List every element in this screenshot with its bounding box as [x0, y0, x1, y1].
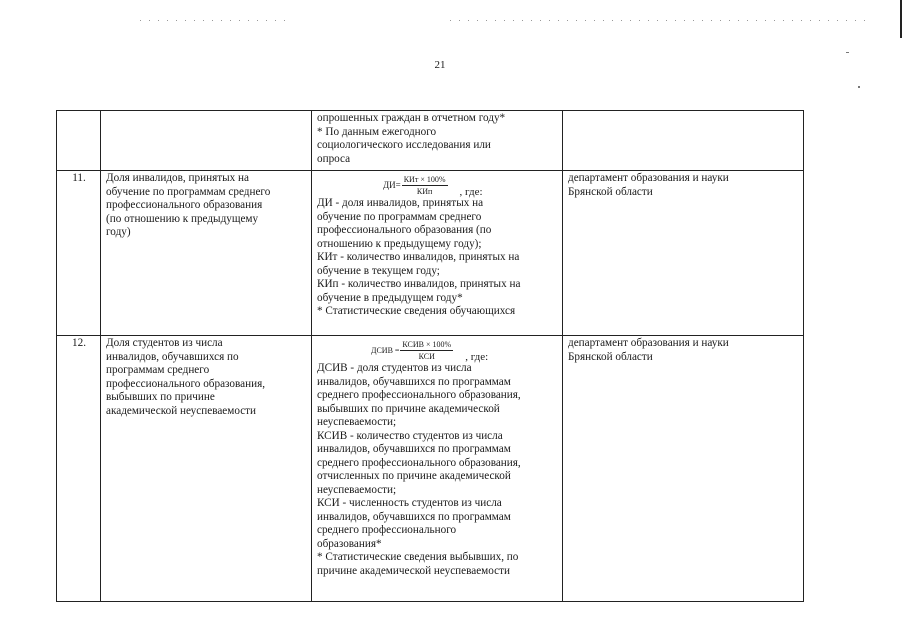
formula-suffix: , где: [465, 351, 489, 363]
indicator-line: программам среднего [106, 364, 210, 376]
method-line: * По данным ежегодного [317, 125, 437, 138]
indicator-line: (по отношению к предыдущему [106, 212, 259, 225]
method-line: обучение в предыдущем году* [317, 291, 463, 304]
method-line: инвалидов, обучавшихся по программам [317, 443, 511, 455]
indicator-cell [101, 171, 312, 336]
method-line: отчисленных по причине академической [317, 470, 511, 482]
method-line: среднего профессионального [317, 524, 457, 536]
method-line: обучение по программам среднего [317, 210, 482, 223]
indicator-cell [101, 336, 312, 602]
responsible-line: департамент образования и науки [568, 337, 729, 349]
formula-denominator: КИп [416, 187, 433, 196]
method-line: КСИ - численность студентов из числа [317, 497, 502, 509]
method-line: профессионального образования (по [317, 224, 492, 236]
method-line: * Статистические сведения обучающихся [317, 305, 516, 317]
row-number: 11. [57, 171, 101, 336]
formula-fraction [402, 175, 448, 196]
indicators-table [56, 110, 804, 602]
method-line: среднего профессионального образования, [317, 456, 521, 469]
formula [383, 174, 558, 197]
row-number: 12. [57, 336, 101, 602]
page-number: 21 [434, 59, 446, 71]
method-line: неуспеваемости; [317, 483, 397, 496]
method-line: ДИ - доля инвалидов, принятых на [317, 197, 484, 209]
formula-numerator: КИт × 100% [403, 175, 446, 184]
indicator-line: выбывших по причине [106, 391, 215, 403]
indicator-line: году) [106, 226, 131, 238]
scan-edge-mark [900, 0, 902, 38]
table-row [57, 336, 804, 602]
method-line: выбывших по причине академической [317, 402, 500, 415]
method-line: причине академической неуспеваемости [317, 564, 510, 577]
method-line: среднего профессионального образования, [317, 389, 521, 401]
method-line: ДСИВ - доля студентов из числа [317, 362, 472, 374]
indicator-line: инвалидов, обучавшихся по [106, 350, 239, 363]
indicator-line: профессионального образования [106, 199, 263, 211]
method-line: социологического исследования или [317, 139, 491, 151]
responsible-cell [563, 336, 804, 602]
method-line: обучение в текущем году; [317, 264, 440, 277]
indicator-line: обучение по программам среднего [106, 185, 271, 198]
method-line: опроса [317, 152, 351, 165]
formula-lhs: ДСИВ = [371, 346, 400, 355]
indicator-line: академической неуспеваемости [106, 404, 257, 417]
method-cell [312, 111, 563, 171]
formula-numerator: КСИВ × 100% [402, 340, 452, 349]
row-number [57, 111, 101, 171]
responsible-line: департамент образования и науки [568, 172, 729, 184]
formula [371, 339, 558, 362]
formula-suffix: , где: [459, 186, 483, 198]
method-cell [312, 336, 563, 602]
method-line: инвалидов, обучавшихся по программам [317, 510, 511, 523]
method-line: * Статистические сведения выбывших, по [317, 551, 519, 563]
indicator-line: Доля студентов из числа [106, 337, 223, 349]
method-line: опрошенных граждан в отчетном году* [317, 112, 506, 124]
table-row [57, 171, 804, 336]
indicator-line: профессионального образования, [106, 377, 266, 390]
responsible-line: Брянской области [568, 185, 653, 198]
scan-noise-line [450, 20, 870, 21]
scan-speck [858, 86, 860, 88]
indicator-cell [101, 111, 312, 171]
formula-lhs: ДИ= [383, 180, 401, 190]
formula-denominator: КСИ [418, 352, 435, 361]
indicator-line: Доля инвалидов, принятых на [106, 172, 249, 184]
method-cell [312, 171, 563, 336]
responsible-cell [563, 111, 804, 171]
method-line: КИп - количество инвалидов, принятых на [317, 278, 521, 290]
method-line: отношению к предыдущему году); [317, 237, 482, 250]
scan-speck [846, 52, 849, 53]
method-line: неуспеваемости; [317, 416, 397, 428]
responsible-cell [563, 171, 804, 336]
scan-noise-line [140, 20, 290, 21]
table-row [57, 111, 804, 171]
method-line: инвалидов, обучавшихся по программам [317, 375, 511, 388]
method-line: образования* [317, 537, 382, 550]
responsible-line: Брянской области [568, 350, 653, 363]
formula-fraction [400, 340, 453, 361]
method-line: КИт - количество инвалидов, принятых на [317, 251, 520, 263]
method-line: КСИВ - количество студентов из числа [317, 429, 503, 442]
